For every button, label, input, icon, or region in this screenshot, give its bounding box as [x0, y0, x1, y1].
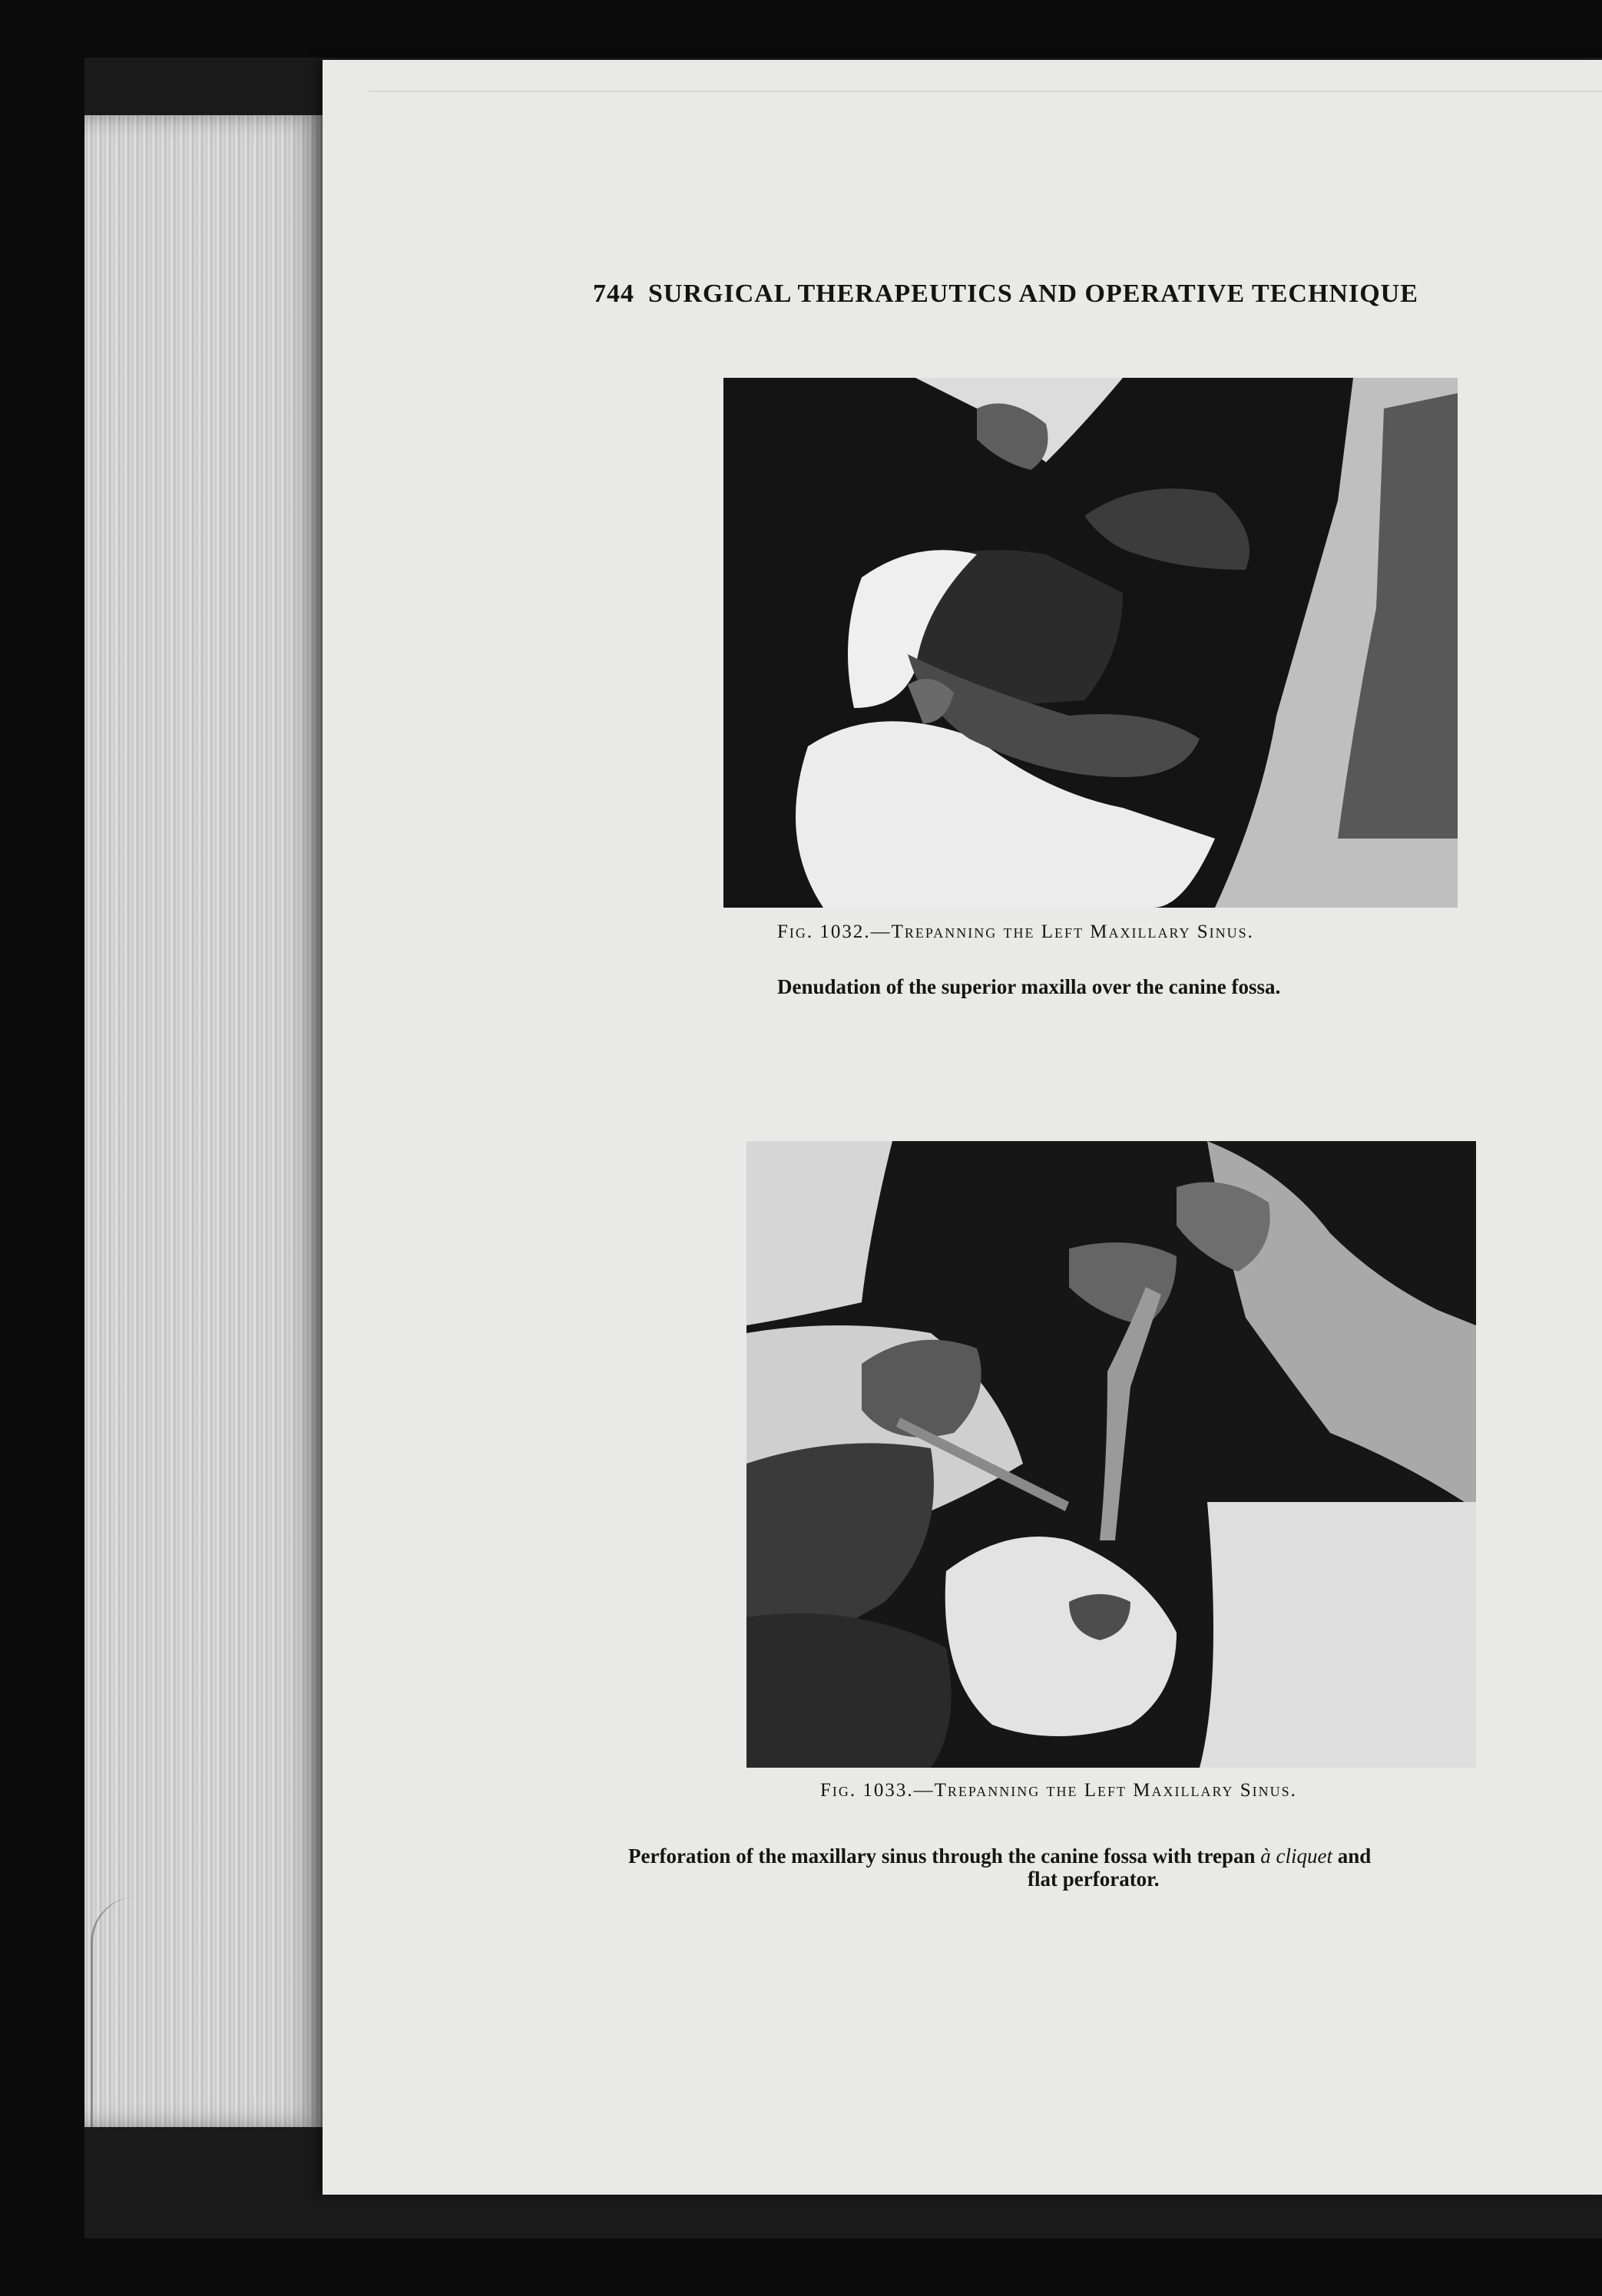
running-head-title: SURGICAL THERAPEUTICS AND OPERATIVE TECHNIQUE — [648, 280, 1418, 308]
figure-1032-heading: —Trepanning the Left Maxillary Sinus. — [870, 921, 1254, 942]
figure-1033-caption-line1 — [628, 1844, 1371, 1868]
page-edges — [84, 115, 323, 2127]
figure-1033-caption-text-a: Perforation of the maxillary sinus through the canine fossa with trepan — [628, 1844, 1261, 1868]
figure-1033-caption-line2: flat perforator. — [1028, 1868, 1160, 1891]
page-number: 744 — [593, 280, 634, 308]
figure-1033-photo — [746, 1141, 1476, 1768]
figure-1032-title — [777, 921, 1254, 943]
figure-1033-heading: —Trepanning the Left Maxillary Sinus. — [913, 1780, 1297, 1801]
surgery-photo-1 — [723, 378, 1458, 908]
figure-1033-title — [820, 1780, 1297, 1801]
page-margin-line — [369, 91, 1602, 92]
page-fold — [91, 1897, 139, 2127]
surgery-photo-2 — [746, 1141, 1476, 1768]
figure-1032-photo — [723, 378, 1458, 908]
figure-1033-caption-text-b: and — [1332, 1844, 1372, 1868]
figure-1033-label: Fig. 1033. — [820, 1780, 914, 1801]
figure-1033-caption-italic: à cliquet — [1260, 1844, 1332, 1868]
figure-1032-caption: Denudation of the superior maxilla over the canine fossa. — [777, 975, 1281, 998]
figure-1032-label: Fig. 1032. — [777, 921, 871, 942]
running-head — [593, 280, 1418, 309]
